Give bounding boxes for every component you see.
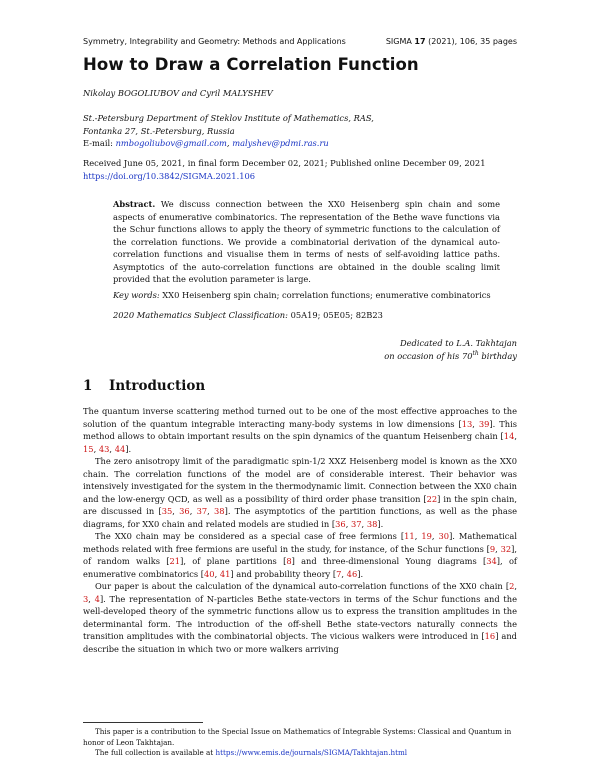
- citation-link[interactable]: 43: [98, 443, 110, 454]
- citation-link[interactable]: 15: [83, 443, 94, 454]
- text-run: ].: [125, 443, 132, 454]
- text-run: The XX0 chain may be considered as a special case of free fermions [: [95, 531, 405, 541]
- section-heading: [83, 378, 205, 394]
- citation-volume: 17: [414, 37, 426, 46]
- citation-link[interactable]: 38: [366, 518, 378, 529]
- citation-link[interactable]: 22: [426, 493, 438, 504]
- citation-link[interactable]: 21: [169, 556, 181, 566]
- dedication-line-1: Dedicated to L.A. Takhtajan: [399, 338, 517, 348]
- text-run: ] and describe the situation in which two or more walkers arriving: [83, 631, 517, 654]
- text-run: ] in the spin chain, are discussed in [: [83, 493, 517, 516]
- text-run: ].: [357, 568, 364, 579]
- text-run: ,: [414, 531, 422, 541]
- text-run: ,: [514, 581, 517, 591]
- citation-link[interactable]: 4: [94, 593, 100, 604]
- affiliation-line-2: Fontanka 27, St.-Petersburg, Russia: [83, 125, 235, 136]
- section-number: 1: [83, 378, 93, 394]
- text-run: ,: [172, 506, 180, 516]
- citation-link[interactable]: 11: [404, 531, 415, 541]
- text-run: ,: [472, 418, 479, 429]
- email-line: [83, 137, 329, 150]
- citation-link[interactable]: 40: [204, 568, 215, 579]
- email-separator: ,: [226, 138, 233, 148]
- text-run: The zero anisotropy limit of the paradigmatic spin-1/2 XXZ Heisenberg model is known as the XX0 chain. The correlation functions of the model are of considerable interest. Their behavior was intensively investigated for the system in the thermodynamic limit. Connection between the XX0 chain and the low-energy QCD, as well as a possibility of third order phase transition [: [83, 456, 517, 504]
- email-link-2[interactable]: malyshev@pdmi.ras.ru: [232, 138, 329, 148]
- text-run: ]. This method allows to obtain important results on the spin dynamics of the quantum Heisenberg chain [: [83, 418, 517, 441]
- keywords-text: XX0 Heisenberg spin chain; correlation functions; enumerative combinatorics: [159, 290, 491, 300]
- text-run: ,: [214, 568, 220, 579]
- email-label: E-mail:: [83, 138, 116, 148]
- citation-link[interactable]: 39: [478, 418, 490, 429]
- citation-link[interactable]: 8: [286, 556, 292, 566]
- paper-title: How to Draw a Correlation Function: [83, 55, 419, 74]
- email-link-1[interactable]: nmbogoliubov@gmail.com: [115, 138, 227, 148]
- text-run: ,: [109, 443, 115, 454]
- citation-link[interactable]: 35: [161, 506, 173, 516]
- paragraph-3: [83, 530, 517, 580]
- citation-link[interactable]: 37: [196, 506, 208, 516]
- citation-link[interactable]: 2: [509, 581, 515, 591]
- text-run: ,: [431, 531, 439, 541]
- text-run: ,: [495, 543, 501, 554]
- footnote-1: This paper is a contribution to the Special Issue on Mathematics of Integrable Systems: Classical and Quantum in honor of Leon Takhtajan.: [83, 727, 512, 747]
- footnote-2: [83, 748, 517, 759]
- text-run: ,: [514, 431, 517, 441]
- text-run: ,: [345, 518, 351, 529]
- authors: Nikolay BOGOLIUBOV and Cyril MALYSHEV: [83, 88, 273, 98]
- collection-link[interactable]: https://www.emis.de/journals/SIGMA/Takhtajan.html: [215, 748, 408, 757]
- footnote-rule: [83, 722, 203, 723]
- citation-link[interactable]: 14: [503, 431, 515, 441]
- abstract: [113, 198, 500, 286]
- paragraph-1: [83, 405, 517, 455]
- journal-header: Symmetry, Integrability and Geometry: Methods and Applications: [83, 37, 346, 46]
- text-run: ,: [207, 506, 215, 516]
- citation-link[interactable]: 44: [114, 443, 126, 454]
- text-run: ,: [341, 568, 347, 579]
- text-run: ,: [93, 443, 99, 454]
- citation-link[interactable]: 34: [486, 556, 497, 566]
- text-run: ,: [361, 518, 367, 529]
- text-run: ,: [88, 593, 95, 604]
- dedication-text: on occasion of his 70: [384, 350, 473, 361]
- citation-link[interactable]: 37: [350, 518, 362, 529]
- paragraph-2: [83, 455, 517, 530]
- text-run: ], of enumerative combinatorics [: [83, 556, 518, 579]
- text-run: ]. Mathematical methods related with free fermions are useful in the study, for instance, of the Schur functions [: [83, 531, 517, 554]
- text-run: The quantum inverse scattering method turned out to be one of the most effective approaches to the solution of the quantum integrable interacting many-body systems in low dimensions [: [83, 406, 517, 429]
- dedication-line-2: [384, 350, 517, 361]
- abstract-text: We discuss connection between the XX0 Heisenberg spin chain and some aspects of enumerative combinatorics. The representation of the Bethe wave functions via the Schur functions allows to apply the theory of symmetric functions to the calculation of the correlation functions. We provide a combinatorial derivation of the dynamical auto-correlation functions and visualise them in terms of nests of self-avoiding lattice paths. Asymptotics of the auto-correlation functions are obtained in the double scaling limit provided that the evolution parameter is large.: [113, 199, 500, 284]
- citation-link[interactable]: 38: [214, 506, 225, 516]
- citation-link[interactable]: 36: [179, 506, 190, 516]
- text-run: ,: [189, 506, 197, 516]
- citation-link[interactable]: 9: [489, 543, 496, 554]
- citation-link[interactable]: 30: [438, 531, 450, 541]
- dedication-superscript: th: [472, 350, 479, 357]
- keywords: [113, 290, 491, 300]
- text-run: ], of plane partitions [: [180, 556, 287, 566]
- text-run: ].: [377, 518, 384, 529]
- keywords-label: Key words:: [113, 290, 160, 300]
- citation-link[interactable]: 32: [500, 543, 512, 554]
- text-run: Our paper is about the calculation of the dynamical auto-correlation functions of the XX0 chain [: [95, 581, 510, 591]
- text-run: ] and three-dimensional Young diagrams [: [291, 556, 487, 566]
- text-run: ]. The representation of N-particles Bethe state-vectors in terms of the Schur functions and the well-developed theory of the symmetric functions allow us to express the transition amplitudes in the determinantal form. The introduction of the off-shell Bethe state-vectors naturally connects the transition amplitudes with the combinatorial objects. The vicious walkers were introduced in [: [83, 593, 517, 641]
- received-dates: Received June 05, 2021, in final form December 02, 2021; Published online December 09, 2021: [83, 158, 486, 168]
- body-text: [83, 405, 517, 655]
- affiliation-line-1: St.-Petersburg Department of Steklov Institute of Mathematics, RAS,: [83, 113, 374, 123]
- dedication-text-end: birthday: [478, 350, 517, 361]
- section-title: Introduction: [109, 378, 206, 394]
- citation-prefix: SIGMA: [385, 37, 415, 46]
- citation-link[interactable]: 13: [461, 418, 473, 429]
- msc-codes: 05A19; 05E05; 82B23: [287, 310, 383, 320]
- citation-link[interactable]: 7: [336, 568, 342, 579]
- footnote-text: The full collection is available at: [95, 748, 216, 757]
- footnotes: [83, 727, 517, 759]
- citation-suffix: (2021), 106, 35 pages: [425, 37, 517, 46]
- citation-link[interactable]: 41: [219, 568, 231, 579]
- citation-header: [386, 37, 517, 46]
- msc-label: 2020 Mathematics Subject Classification:: [113, 310, 288, 320]
- citation-link[interactable]: 16: [484, 631, 496, 641]
- paragraph-4: [83, 580, 517, 655]
- text-run: ], of random walks [: [83, 543, 518, 566]
- abstract-label: Abstract.: [113, 199, 156, 209]
- citation-link[interactable]: 19: [421, 531, 432, 541]
- text-run: ]. The asymptotics of the partition functions, as well as the phase diagrams, for XX0 chain and related models are studied in [: [83, 506, 517, 529]
- citation-link[interactable]: 36: [335, 518, 346, 529]
- msc-classification: [113, 310, 383, 320]
- doi-link[interactable]: https://doi.org/10.3842/SIGMA.2021.106: [83, 170, 256, 181]
- citation-link[interactable]: 46: [346, 568, 358, 579]
- citation-link[interactable]: 3: [83, 593, 89, 604]
- text-run: ] and probability theory [: [230, 568, 337, 579]
